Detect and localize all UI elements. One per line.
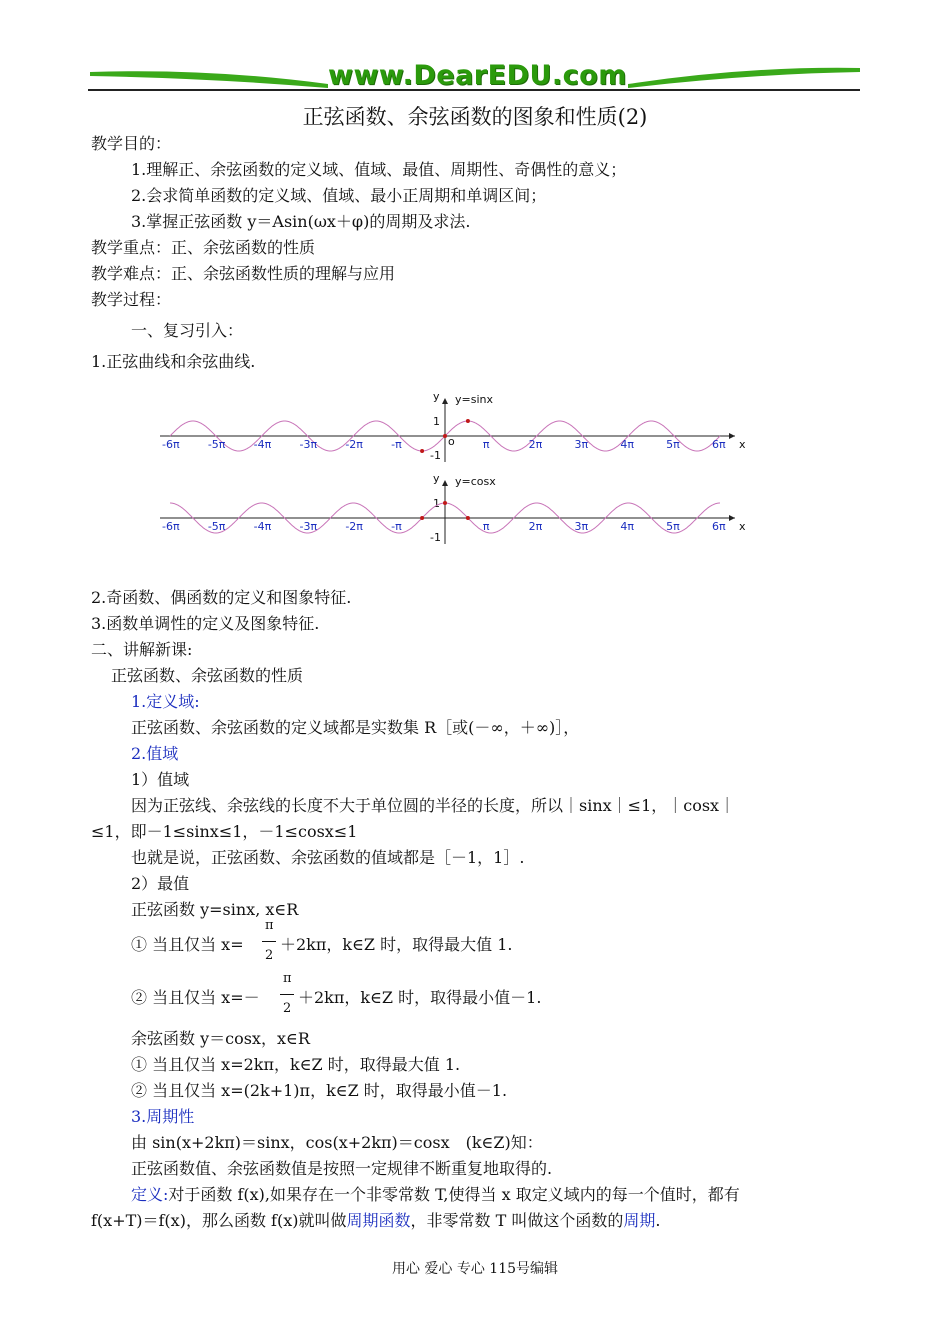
x-tick-label: 5π	[666, 520, 680, 533]
x-tick-label: 2π	[528, 520, 543, 533]
x-tick-label: -6π	[162, 520, 180, 533]
cos-function-label: 余弦函数 y＝cosx，x∈R	[131, 1029, 310, 1048]
sin-min-text: ＋2kπ，k∈Z 时，取得最小值－1.	[298, 988, 542, 1007]
fraction-denominator: 2	[283, 1001, 292, 1016]
range-text: 也就是说，正弦函数、余弦函数的值域都是［－1，1］.	[131, 848, 525, 867]
x-tick-label: 3π	[574, 520, 589, 533]
x-tick-label: -π	[391, 520, 402, 533]
y-tick-label: -1	[430, 531, 441, 544]
definition-text: 对于函数 f(x),如果存在一个非零常数 T,使得当 x 取定义域内的每一个值时，都有	[168, 1185, 740, 1204]
origin-label: o	[448, 435, 455, 448]
section-subheading: 正弦函数、余弦函数的性质	[111, 666, 304, 685]
definition-line	[131, 1182, 740, 1205]
chart-title: y=cosx	[455, 475, 496, 488]
sin-max-text: ① 当且仅当 x=	[131, 935, 244, 954]
fraction-bar	[280, 994, 294, 995]
x-tick-label: -2π	[345, 520, 363, 533]
fraction-denominator: 2	[265, 948, 274, 963]
period-text: 由 sin(x+2kπ)＝sinx，cos(x+2kπ)＝cosx (k∈Z)知：	[131, 1133, 543, 1152]
x-tick-label: 5π	[666, 438, 680, 451]
extremum-heading: 2）最值	[131, 874, 190, 893]
fraction-bar	[262, 941, 276, 942]
x-tick-label: -2π	[345, 438, 363, 451]
objective-item: 1.理解正、余弦函数的定义域、值域、最值、周期性、奇偶性的意义；	[131, 160, 627, 179]
section-heading: 二、讲解新课:	[91, 640, 193, 659]
x-tick-label: π	[482, 520, 490, 533]
difficulty: 教学难点：正、余弦函数性质的理解与应用	[91, 264, 396, 283]
x-tick-label: 6π	[712, 438, 726, 451]
range-heading: 2.值域	[131, 744, 179, 763]
y-axis-arrow	[442, 398, 448, 404]
domain-text: 正弦函数、余弦函数的定义域都是实数集 R［或(－∞，＋∞)］，	[131, 718, 580, 737]
objective-item: 2.会求简单函数的定义域、值域、最小正周期和单调区间；	[131, 186, 547, 205]
x-tick-label: -5π	[207, 520, 226, 533]
term-periodic-function: 周期函数	[346, 1211, 411, 1230]
range-sub-heading: 1）值域	[131, 770, 190, 789]
process-heading: 教学过程：	[91, 290, 172, 309]
key-point-marker	[420, 449, 424, 453]
trig-graphs	[150, 388, 750, 548]
objective-item: 3.掌握正弦函数 y＝Asin(ωx＋φ)的周期及求法.	[131, 212, 471, 231]
cos-max-text: ① 当且仅当 x=2kπ，k∈Z 时，取得最大值 1.	[131, 1055, 461, 1074]
y-axis-arrow	[442, 480, 448, 486]
x-tick-label: -6π	[162, 438, 180, 451]
chart-title: y=sinx	[455, 393, 493, 406]
fraction-numerator: π	[283, 971, 292, 986]
key-point-marker	[420, 516, 424, 520]
objectives-heading: 教学目的：	[91, 134, 172, 153]
key-point-marker	[466, 516, 470, 520]
definition-text: .	[655, 1211, 661, 1230]
x-tick-label: -3π	[299, 438, 318, 451]
x-axis-arrow	[729, 433, 735, 439]
y-axis-label: y	[433, 390, 440, 403]
sin-function-label: 正弦函数 y=sinx, x∈R	[131, 900, 299, 919]
range-text: ≤1，即－1≤sinx≤1，－1≤cosx≤1	[91, 822, 358, 841]
domain-heading: 1.定义域:	[131, 692, 200, 711]
definition-label: 定义:	[131, 1185, 169, 1204]
definition-line	[91, 1208, 660, 1231]
range-text: 因为正弦线、余弦线的长度不大于单位圆的半径的长度，所以｜sinx｜≤1，｜cosx｜	[131, 796, 736, 815]
page-title: 正弦函数、余弦函数的图象和性质(2)	[302, 105, 648, 129]
x-tick-label: 3π	[574, 438, 589, 451]
y-tick-label: 1	[433, 497, 440, 510]
fraction-numerator: π	[265, 918, 274, 933]
definition-text: ，非零常数 T 叫做这个函数的	[410, 1211, 624, 1230]
x-tick-label: 4π	[620, 438, 634, 451]
x-tick-label: π	[482, 438, 490, 451]
site-logo-text[interactable]: www.DearEDU.com	[328, 60, 627, 91]
y-tick-label: 1	[433, 415, 440, 428]
x-tick-label: 2π	[528, 438, 543, 451]
x-tick-label: 6π	[712, 520, 726, 533]
x-tick-label: -5π	[207, 438, 226, 451]
y-tick-label: -1	[430, 449, 441, 462]
x-axis-label: x	[739, 520, 746, 533]
page-header	[88, 58, 860, 98]
sin-max-text: ＋2kπ，k∈Z 时，取得最大值 1.	[280, 935, 513, 954]
review-item: 3.函数单调性的定义及图象特征.	[91, 614, 320, 633]
x-tick-label: -4π	[253, 520, 272, 533]
key-point-marker	[443, 434, 447, 438]
x-axis-label: x	[739, 438, 746, 451]
cos-min-text: ② 当且仅当 x=(2k+1)π，k∈Z 时，取得最小值－1.	[131, 1081, 508, 1100]
review-item: 1.正弦曲线和余弦曲线.	[91, 352, 256, 371]
key-point-marker	[466, 419, 470, 423]
page-footer: 用心 爱心 专心 115号编辑	[391, 1261, 559, 1277]
x-tick-label: -3π	[299, 520, 318, 533]
x-axis-arrow	[729, 515, 735, 521]
key-point: 教学重点：正、余弦函数的性质	[91, 238, 316, 257]
x-tick-label: 4π	[620, 520, 634, 533]
period-text: 正弦函数值、余弦函数值是按照一定规律不断重复地取得的.	[131, 1159, 553, 1178]
key-point-marker	[443, 501, 447, 505]
x-tick-label: -π	[391, 438, 402, 451]
review-heading: 一、复习引入：	[131, 321, 244, 340]
sin-min-text: ② 当且仅当 x=－	[131, 988, 260, 1007]
definition-text: f(x+T)＝f(x)，那么函数 f(x)就叫做	[91, 1211, 347, 1230]
x-tick-label: -4π	[253, 438, 272, 451]
term-period: 周期	[623, 1211, 656, 1230]
y-axis-label: y	[433, 472, 440, 485]
period-heading: 3.周期性	[131, 1107, 195, 1126]
review-item: 2.奇函数、偶函数的定义和图象特征.	[91, 588, 352, 607]
